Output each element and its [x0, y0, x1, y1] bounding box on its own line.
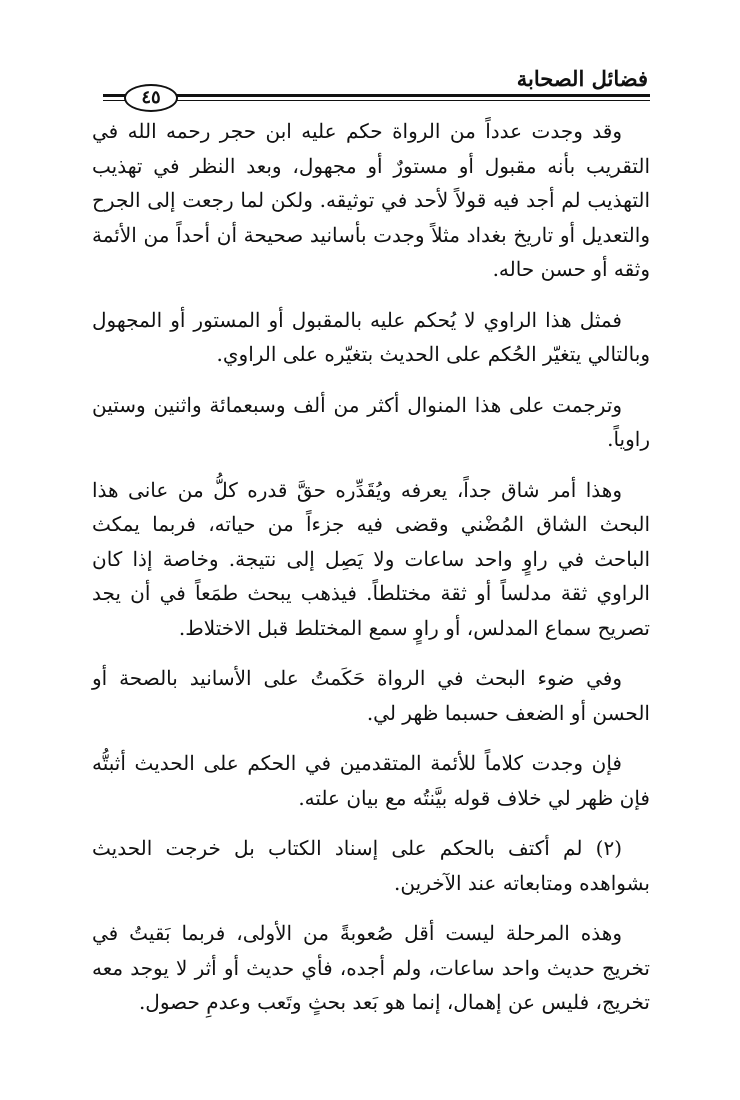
paragraph: وقد وجدت عدداً من الرواة حكم عليه ابن حجر رحمه الله في التقريب بأنه مقبول أو مستورٌ أو مجهول، وبعد النظر في تهذيب التهذيب لم أجد فيه قولاً لأحد في توثيقه. ولكن لما رجعت إلى الجرح والتعديل أو تاريخ بغداد مثلاً وجدت بأسانيد صحيحة أن أحداً من الأئمة وثقه أو حسن حاله. — [92, 119, 650, 281]
paragraph: وهذه المرحلة ليست أقل صُعوبةً من الأولى، فربما بَقيتُ في تخريج حديث واحد ساعات، ولم أجده، فأي حديث أو أثر لا يوجد معه تخريج، فليس عن إهمال، إنما هو بَعد بحثٍ وتَعب وعدمِ حصول. — [92, 921, 650, 1014]
header-rule-thick — [103, 94, 650, 97]
paragraph: وهذا أمر شاق جداً، يعرفه ويُقَدِّره حقَّ قدره كلُّ من عانى هذا البحث الشاق المُضْني وقضى فيه جزءاً من حياته، فربما يمكث الباحث في راوٍ واحد ساعات ولا يَصِل إلى نتيجة. وخاصة إذا كان الراوي ثقة مدلساً أو ثقة مختلطاً. فيذهب يبحث طمَعاً في أن يجد تصريح سماع المدلس، أو راوٍ سمع المختلط قبل الاختلاط. — [92, 477, 651, 640]
paragraph: وترجمت على هذا المنوال أكثر من ألف وسبعمائة واثنين وستين راوياً. — [92, 392, 650, 451]
paragraph: (٢) لم أكتف بالحكم على إسناد الكتاب بل خرجت الحديث بشواهده ومتابعاته عند الآخرين. — [92, 836, 650, 895]
paragraph: فإن وجدت كلاماً للأئمة المتقدمين في الحكم على الحديث أثبتُّه فإن ظهر لي خلاف قوله بيَّنتُه مع بيان علته. — [92, 751, 650, 810]
page-number: ٤٥ — [141, 87, 161, 108]
body-text — [92, 114, 650, 1020]
paragraph: وفي ضوء البحث في الرواة حَكَمتُ على الأسانيد بالصحة أو الحسن أو الضعف حسبما ظهر لي. — [92, 666, 650, 725]
paragraph: فمثل هذا الراوي لا يُحكم عليه بالمقبول أو المستور أو المجهول وبالتالي يتغيّر الحُكم على الحديث بتغيّره على الراوي. — [92, 307, 650, 366]
running-header-title: فضائل الصحابة — [516, 66, 648, 91]
header-rule-thin — [103, 100, 650, 101]
page-number-oval — [124, 84, 178, 112]
